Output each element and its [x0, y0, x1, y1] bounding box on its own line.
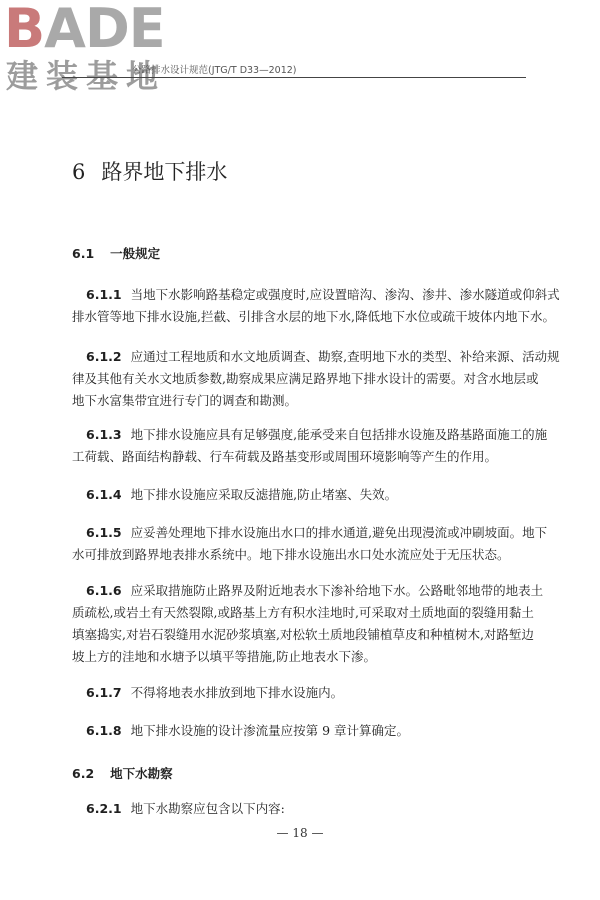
clause-text: 地下排水设施应采取反滤措施,防止堵塞、失效。 — [130, 487, 398, 502]
section-heading-6-2 — [72, 764, 173, 782]
header-divider — [62, 77, 526, 78]
logo-wordmark — [4, 0, 165, 60]
clause-number: 6.1.3 — [86, 427, 122, 442]
logo-accent-letter: B — [4, 0, 45, 60]
clause-line — [72, 682, 532, 704]
clause-line — [72, 522, 548, 544]
clause-number: 6.1.2 — [86, 349, 122, 364]
section-heading-6-1 — [72, 244, 160, 262]
clause-6-1-3 — [72, 424, 548, 468]
clause-number: 6.1.7 — [86, 685, 122, 700]
clause-line: 质疏松,或岩土有天然裂隙,或路基上方有积水洼地时,可采取对土质地面的裂缝用黏土 — [72, 605, 534, 620]
section-number: 6.1 — [72, 246, 95, 261]
clause-text: 应妥善处理地下排水设施出水口的排水通道,避免出现漫流或冲刷坡面。地下 — [130, 525, 548, 540]
running-header: 公路排水设计规范(JTG/T D33—2012) — [132, 65, 297, 76]
clause-line — [72, 798, 532, 820]
clause-line — [72, 284, 560, 306]
clause-number: 6.1.5 — [86, 525, 122, 540]
clause-number: 6.1.1 — [86, 287, 122, 302]
clause-line: 坡上方的洼地和水塘予以填平等措施,防止地表水下渗。 — [72, 649, 376, 664]
clause-6-1-4 — [72, 484, 532, 506]
clause-number: 6.2.1 — [86, 801, 122, 816]
clause-text: 应采取措施防止路界及附近地表水下渗补给地下水。公路毗邻地带的地表土 — [130, 583, 544, 598]
clause-line — [72, 720, 532, 742]
section-title: 地下水勘察 — [110, 766, 173, 781]
page-number: — 18 — — [276, 826, 324, 840]
chapter-name: 路界地下排水 — [101, 160, 228, 184]
logo-wordmark-rest: ADE — [44, 0, 165, 60]
clause-6-2-1 — [72, 798, 532, 820]
clause-line — [72, 484, 532, 506]
section-title: 一般规定 — [110, 246, 161, 261]
clause-line — [72, 424, 548, 446]
clause-6-1-6 — [72, 580, 544, 668]
clause-text: 地下排水设施的设计渗流量应按第 9 章计算确定。 — [130, 723, 409, 738]
clause-line: 填塞捣实,对岩石裂缝用水泥砂浆填塞,对松软土质地段铺植草皮和种植树木,对路堑边 — [72, 627, 534, 642]
clause-text: 不得将地表水排放到地下排水设施内。 — [130, 685, 344, 700]
clause-text: 当地下水影响路基稳定或强度时,应设置暗沟、渗沟、渗井、渗水隧道或仰斜式 — [130, 287, 560, 302]
clause-number: 6.1.4 — [86, 487, 122, 502]
clause-line: 水可排放到路界地表排水系统中。地下排水设施出水口处水流应处于无压状态。 — [72, 547, 510, 562]
clause-text: 地下排水设施应具有足够强度,能承受来自包括排水设施及路基路面施工的施 — [130, 427, 548, 442]
section-number: 6.2 — [72, 766, 95, 781]
clause-line: 地下水富集带宜进行专门的调查和勘测。 — [72, 393, 298, 408]
clause-6-1-2 — [72, 346, 560, 412]
clause-6-1-7 — [72, 682, 532, 704]
clause-text: 应通过工程地质和水文地质调查、勘察,查明地下水的类型、补给来源、活动规 — [130, 349, 560, 364]
clause-number: 6.1.8 — [86, 723, 122, 738]
chapter-title — [72, 156, 227, 186]
chapter-number: 6 — [72, 160, 86, 184]
clause-line — [72, 346, 560, 368]
clause-line: 排水管等地下排水设施,拦截、引排含水层的地下水,降低地下水位或疏干坡体内地下水。 — [72, 309, 555, 324]
clause-line — [72, 580, 544, 602]
clause-number: 6.1.6 — [86, 583, 122, 598]
clause-6-1-1 — [72, 284, 560, 328]
clause-line: 律及其他有关水文地质参数,勘察成果应满足路界地下排水设计的需要。对含水地层或 — [72, 371, 539, 386]
clause-6-1-8 — [72, 720, 532, 742]
clause-text: 地下水勘察应包含以下内容: — [130, 801, 285, 816]
clause-line: 工荷载、路面结构静载、行车荷载及路基变形或周围环境影响等产生的作用。 — [72, 449, 498, 464]
logo-subtitle: 建装基地 — [6, 57, 167, 95]
clause-6-1-5 — [72, 522, 548, 566]
bade-watermark-logo — [4, 2, 184, 102]
